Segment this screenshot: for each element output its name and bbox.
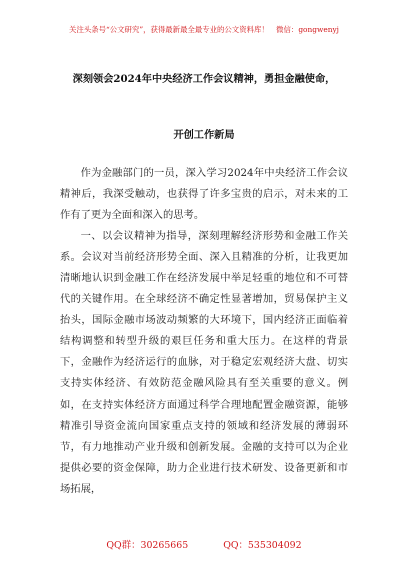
document-title-line-1: 深刻领会2024年中央经济工作会议精神，勇担金融使命， bbox=[72, 73, 336, 85]
footer-contact bbox=[0, 537, 408, 551]
footer-qq-group: QQ群：30265665 bbox=[106, 540, 189, 551]
body-paragraph-intro: 作为金融部门的一员，深入学习2024年中央经济工作会议精神后，我深受触动，也获得了许多宝贵的启示，对未来的工作有了更为全面和深入的思考。 bbox=[60, 167, 348, 222]
document-title-line-2: 开创工作新局 bbox=[173, 129, 235, 141]
body-paragraph-section-1: 一、以会议精神为指导，深刻理解经济形势和金融工作关系。会议对当前经济形势全面、深入且精准的分析，让我更加清晰地认识到金融工作在经济发展中举足轻重的地位和不可替代的关键作用。在全球经济不确定性显著增加，贸易保护主义抬头，国际金融市场波动频繁的大环境下，国内经济正面临着结构调整和转型升级的艰巨任务和重大压力。在这样的背景下，金融作为经济运行的血脉，对于稳定宏观经济大盘、切实支持实体经济、有效防范金融风险具有至关重要的意义。例如，在支持实体经济方面通过科学合理地配置金融资源，能够精准引导资金流向国家重点支持的领域和经济发展的薄弱环节，有力地推动产业升级和创新发展。金融的支持可以为企业提供必要的资金保障，助力企业进行技术研发、设备更新和市场拓展， bbox=[60, 230, 348, 495]
footer-qq-number: QQ：535304092 bbox=[223, 540, 302, 551]
document-body bbox=[60, 163, 348, 500]
header-banner: 关注头条号“公文研究”，获得最新最全最专业的公文资料库！ 微信：gongwenyj bbox=[69, 25, 339, 34]
